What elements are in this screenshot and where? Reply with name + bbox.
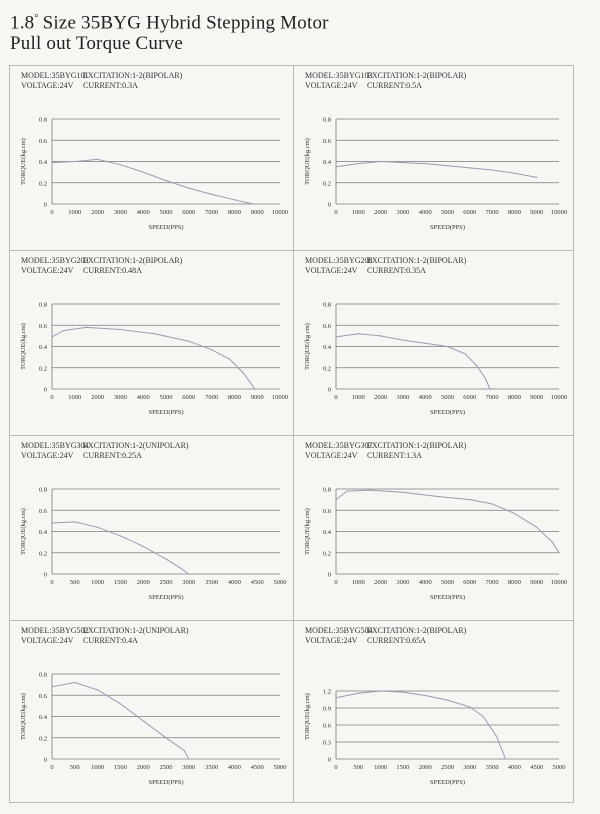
x-tick-label: 2000	[91, 209, 105, 216]
x-tick-label: 3000	[182, 764, 196, 771]
x-axis-title: SPEED(PPS)	[429, 224, 466, 231]
x-tick-label: 10000	[550, 209, 568, 216]
data-point	[165, 737, 166, 738]
torque-chart	[294, 436, 573, 621]
chart-panel	[10, 436, 294, 621]
x-axis-title: SPEED(PPS)	[148, 224, 184, 231]
x-tick-label: 3000	[463, 764, 477, 771]
x-axis-title: SPEED(PPS)	[429, 594, 466, 601]
data-point	[447, 165, 448, 166]
y-tick-label: 0.8	[38, 301, 47, 309]
x-tick-label: 3000	[396, 579, 410, 586]
chart-panel	[294, 66, 573, 251]
model-label: MODEL:35BYG203	[21, 256, 89, 265]
model-label: MODEL:35BYG307	[305, 441, 373, 450]
x-tick-label: 4000	[418, 209, 432, 216]
y-tick-label: 0.4	[322, 529, 331, 536]
current-label: CURRENT:0.5A	[367, 81, 422, 90]
y-axis-title: TORQUE(kg.cm)	[304, 508, 311, 555]
data-point	[51, 522, 52, 523]
y-tick-label: 0.6	[38, 322, 47, 330]
y-tick-label: 0.4	[38, 344, 47, 351]
y-tick-label: 0.8	[322, 116, 331, 124]
data-point	[252, 203, 253, 204]
y-axis-title: TORQUE(kg.cm)	[20, 508, 27, 555]
y-tick-label: 0.8	[38, 671, 47, 679]
data-point	[402, 492, 403, 493]
x-tick-label: 0	[50, 579, 54, 586]
x-tick-label: 0	[334, 209, 338, 216]
data-point	[120, 329, 121, 330]
data-point	[447, 346, 448, 347]
y-axis-title: TORQUE(kg.cm)	[20, 138, 27, 185]
x-tick-label: 5000	[159, 209, 173, 216]
data-point	[358, 333, 359, 334]
y-tick-label: 0.6	[322, 722, 331, 730]
data-point	[425, 695, 426, 696]
x-tick-label: 2000	[374, 579, 388, 586]
current-label: CURRENT:0.3A	[83, 81, 138, 90]
x-tick-label: 1000	[351, 394, 365, 401]
current-label: CURRENT:0.65A	[367, 636, 426, 645]
data-point	[63, 330, 64, 331]
x-tick-label: 1000	[68, 394, 82, 401]
data-point	[436, 496, 437, 497]
torque-chart	[10, 436, 294, 621]
data-point	[335, 336, 336, 337]
x-tick-label: 0	[50, 209, 54, 216]
x-tick-label: 2000	[136, 579, 150, 586]
x-tick-label: 4000	[418, 394, 432, 401]
x-tick-label: 0	[334, 579, 338, 586]
x-tick-label: 7000	[485, 209, 499, 216]
chart-panel	[10, 66, 294, 251]
x-tick-label: 3000	[396, 394, 410, 401]
data-point	[358, 163, 359, 164]
degree-symbol: °	[34, 13, 39, 24]
data-point	[465, 353, 466, 354]
chart-panel	[10, 621, 294, 802]
data-point	[234, 199, 235, 200]
x-tick-label: 2000	[418, 764, 432, 771]
x-tick-label: 9000	[530, 394, 544, 401]
y-tick-label: 0	[327, 201, 331, 209]
y-tick-label: 0	[43, 756, 47, 764]
x-tick-label: 4500	[530, 764, 544, 771]
data-point	[496, 736, 497, 737]
x-tick-label: 6000	[463, 394, 477, 401]
x-tick-label: 3000	[113, 209, 127, 216]
current-label: CURRENT:1.3A	[367, 451, 422, 460]
x-tick-label: 7000	[205, 209, 219, 216]
data-point	[485, 378, 486, 379]
y-tick-label: 0.2	[322, 550, 331, 558]
x-tick-label: 4000	[227, 764, 241, 771]
y-axis-title: TORQUE(kg.cm)	[304, 138, 311, 185]
data-point	[74, 521, 75, 522]
data-point	[229, 359, 230, 360]
excitation-label: EXCITATION:1-2(UNIPOLAR)	[83, 626, 189, 635]
data-point	[425, 163, 426, 164]
data-point	[51, 336, 52, 337]
model-label: MODEL:35BYG502	[21, 626, 89, 635]
data-point	[143, 720, 144, 721]
x-tick-label: 500	[353, 764, 364, 771]
model-label: MODEL:35BYG103	[305, 71, 373, 80]
data-point	[188, 573, 189, 574]
y-tick-label: 0.4	[38, 529, 47, 536]
x-tick-label: 3000	[396, 209, 410, 216]
torque-curve	[336, 334, 490, 389]
y-axis-title: TORQUE(kg.cm)	[304, 693, 311, 740]
data-point	[347, 491, 348, 492]
y-tick-label: 0	[327, 571, 331, 579]
data-point	[211, 194, 212, 195]
model-label: MODEL:35BYG101	[21, 71, 89, 80]
torque-curve	[52, 327, 255, 389]
model-label: MODEL:35BYG504	[305, 626, 373, 635]
x-axis-title: SPEED(PPS)	[148, 779, 184, 786]
data-point	[335, 166, 336, 167]
data-point	[489, 388, 490, 389]
y-tick-label: 0.3	[322, 739, 331, 747]
x-tick-label: 5000	[441, 209, 454, 216]
torque-chart	[294, 251, 573, 436]
current-label: CURRENT:0.4A	[83, 636, 138, 645]
x-tick-label: 2000	[136, 764, 150, 771]
y-tick-label: 0	[43, 571, 47, 579]
x-tick-label: 5000	[273, 579, 287, 586]
data-point	[188, 758, 189, 759]
excitation-label: EXCITATION:1-2(BIPOLAR)	[83, 71, 183, 80]
x-tick-label: 8000	[227, 209, 241, 216]
y-tick-label: 0.6	[38, 692, 47, 700]
x-tick-label: 10000	[271, 394, 289, 401]
data-point	[97, 689, 98, 690]
title-motor-type: Size 35BYG Hybrid Stepping Motor	[42, 12, 329, 34]
x-tick-label: 2000	[91, 394, 105, 401]
page-subtitle: Pull out Torque Curve	[10, 33, 183, 55]
y-tick-label: 0.6	[38, 507, 47, 515]
torque-chart	[10, 621, 294, 802]
x-axis-title: SPEED(PPS)	[148, 409, 184, 416]
x-tick-label: 6000	[463, 579, 477, 586]
data-point	[552, 542, 553, 543]
excitation-label: EXCITATION:1-2(BIPOLAR)	[367, 626, 467, 635]
y-axis-title: TORQUE(kg.cm)	[304, 323, 311, 370]
x-tick-label: 8000	[227, 394, 241, 401]
x-tick-label: 1000	[91, 579, 105, 586]
y-tick-label: 0.6	[38, 137, 47, 145]
data-point	[536, 177, 537, 178]
data-point	[492, 169, 493, 170]
x-tick-label: 2500	[159, 764, 173, 771]
data-point	[97, 159, 98, 160]
voltage-label: VOLTAGE:24V	[21, 451, 74, 460]
y-tick-label: 0	[43, 201, 47, 209]
y-tick-label: 0.8	[322, 301, 331, 309]
data-point	[335, 697, 336, 698]
x-tick-label: 1000	[91, 764, 105, 771]
y-tick-label: 0	[43, 386, 47, 394]
data-point	[369, 490, 370, 491]
title-size-number: 1.8	[10, 12, 35, 34]
y-tick-label: 0.8	[38, 116, 47, 124]
x-tick-label: 9000	[530, 209, 544, 216]
data-point	[74, 682, 75, 683]
x-tick-label: 10000	[271, 209, 289, 216]
chart-panel	[294, 251, 573, 436]
data-point	[86, 327, 87, 328]
voltage-label: VOLTAGE:24V	[21, 266, 74, 275]
data-point	[184, 750, 185, 751]
current-label: CURRENT:0.25A	[83, 451, 142, 460]
x-tick-label: 0	[50, 764, 54, 771]
x-tick-label: 0	[334, 394, 338, 401]
current-label: CURRENT:0.35A	[367, 266, 426, 275]
data-point	[179, 567, 180, 568]
voltage-label: VOLTAGE:24V	[21, 81, 74, 90]
x-axis-title: SPEED(PPS)	[148, 594, 184, 601]
data-point	[402, 692, 403, 693]
x-tick-label: 5000	[552, 764, 566, 771]
excitation-label: EXCITATION:1-2(BIPOLAR)	[367, 441, 467, 450]
data-point	[505, 758, 506, 759]
x-tick-label: 8000	[507, 579, 521, 586]
excitation-label: EXCITATION:1-2(BIPOLAR)	[83, 256, 183, 265]
x-tick-label: 1500	[396, 764, 410, 771]
y-tick-label: 0.2	[38, 550, 47, 558]
x-tick-label: 3000	[113, 394, 127, 401]
data-point	[51, 686, 52, 687]
x-tick-label: 5000	[441, 394, 454, 401]
data-point	[469, 499, 470, 500]
y-axis-title: TORQUE(kg.cm)	[20, 693, 27, 740]
x-tick-label: 5000	[441, 579, 454, 586]
x-tick-label: 6000	[182, 209, 196, 216]
x-tick-label: 1000	[374, 764, 388, 771]
y-tick-label: 1.2	[322, 688, 331, 696]
x-tick-label: 4500	[250, 579, 264, 586]
x-tick-label: 1000	[351, 209, 365, 216]
data-point	[120, 703, 121, 704]
data-point	[243, 373, 244, 374]
torque-curve	[52, 683, 189, 760]
voltage-label: VOLTAGE:24V	[305, 81, 358, 90]
data-point	[143, 172, 144, 173]
data-point	[402, 340, 403, 341]
data-point	[380, 161, 381, 162]
y-tick-label: 0.6	[322, 507, 331, 515]
x-tick-label: 2500	[159, 579, 173, 586]
voltage-label: VOLTAGE:24V	[305, 636, 358, 645]
x-tick-label: 3500	[205, 579, 219, 586]
y-tick-label: 0.4	[38, 714, 47, 721]
data-point	[469, 167, 470, 168]
x-tick-label: 9000	[250, 209, 264, 216]
data-point	[74, 161, 75, 162]
x-tick-label: 3500	[205, 764, 219, 771]
torque-chart	[10, 251, 294, 436]
y-tick-label: 0.2	[322, 180, 331, 188]
x-tick-label: 9000	[250, 394, 264, 401]
current-label: CURRENT:0.48A	[83, 266, 142, 275]
data-point	[143, 546, 144, 547]
x-tick-label: 4500	[250, 764, 264, 771]
x-tick-label: 7000	[485, 579, 499, 586]
x-tick-label: 1000	[351, 579, 365, 586]
data-point	[514, 173, 515, 174]
x-tick-label: 9000	[530, 579, 544, 586]
x-tick-label: 0	[334, 764, 338, 771]
data-point	[483, 716, 484, 717]
x-tick-label: 5000	[159, 394, 173, 401]
data-point	[188, 188, 189, 189]
data-point	[51, 162, 52, 163]
page-title-block	[10, 8, 329, 54]
torque-chart	[294, 66, 573, 251]
data-point	[154, 333, 155, 334]
torque-curve	[336, 490, 559, 553]
voltage-label: VOLTAGE:24V	[21, 636, 74, 645]
model-label: MODEL:35BYG304	[21, 441, 89, 450]
y-tick-label: 0.4	[322, 159, 331, 166]
x-tick-label: 0	[50, 394, 54, 401]
y-tick-label: 0	[327, 756, 331, 764]
data-point	[358, 693, 359, 694]
voltage-label: VOLTAGE:24V	[305, 266, 358, 275]
x-tick-label: 7000	[205, 394, 219, 401]
x-tick-label: 4000	[507, 764, 521, 771]
x-tick-label: 4000	[418, 579, 432, 586]
data-point	[402, 162, 403, 163]
data-point	[558, 552, 559, 553]
torque-chart	[10, 66, 294, 251]
x-tick-label: 8000	[507, 394, 521, 401]
torque-curve	[336, 162, 537, 178]
data-point	[469, 706, 470, 707]
x-tick-label: 3500	[485, 764, 499, 771]
data-point	[165, 180, 166, 181]
y-tick-label: 0.4	[38, 159, 47, 166]
x-tick-label: 2000	[374, 209, 388, 216]
y-tick-label: 0.6	[322, 322, 331, 330]
x-tick-label: 5000	[273, 764, 287, 771]
torque-chart	[294, 621, 573, 802]
data-point	[536, 527, 537, 528]
voltage-label: VOLTAGE:24V	[305, 451, 358, 460]
y-tick-label: 0.6	[322, 137, 331, 145]
x-tick-label: 2000	[374, 394, 388, 401]
data-point	[120, 164, 121, 165]
y-tick-label: 0.2	[38, 180, 47, 188]
x-axis-title: SPEED(PPS)	[429, 779, 466, 786]
chart-panel	[10, 251, 294, 436]
x-tick-label: 1500	[113, 579, 127, 586]
excitation-label: EXCITATION:1-2(BIPOLAR)	[367, 256, 467, 265]
excitation-label: EXCITATION:1-2(UNIPOLAR)	[83, 441, 189, 450]
y-tick-label: 0.2	[38, 735, 47, 743]
x-tick-label: 8000	[507, 209, 521, 216]
x-tick-label: 7000	[485, 394, 499, 401]
x-tick-label: 4000	[136, 394, 150, 401]
x-tick-label: 500	[69, 579, 80, 586]
y-tick-label: 0	[327, 386, 331, 394]
data-point	[476, 365, 477, 366]
x-axis-title: SPEED(PPS)	[429, 409, 466, 416]
page-title	[10, 8, 329, 33]
y-tick-label: 0.4	[322, 344, 331, 351]
x-tick-label: 6000	[182, 394, 196, 401]
x-tick-label: 1500	[113, 764, 127, 771]
chart-panel	[294, 436, 573, 621]
x-tick-label: 2500	[441, 764, 454, 771]
data-point	[211, 349, 212, 350]
data-point	[188, 341, 189, 342]
data-point	[514, 513, 515, 514]
x-tick-label: 3000	[182, 579, 196, 586]
y-tick-label: 0.2	[38, 365, 47, 373]
torque-curve	[52, 522, 189, 574]
x-tick-label: 10000	[550, 579, 568, 586]
data-point	[97, 527, 98, 528]
y-tick-label: 0.9	[322, 705, 331, 713]
data-point	[492, 503, 493, 504]
data-point	[380, 690, 381, 691]
y-tick-label: 0.8	[322, 486, 331, 494]
data-point	[425, 343, 426, 344]
y-tick-label: 0.2	[322, 365, 331, 373]
data-point	[254, 388, 255, 389]
torque-curve	[52, 159, 253, 204]
chart-panel	[294, 621, 573, 802]
data-point	[120, 535, 121, 536]
x-tick-label: 4000	[136, 209, 150, 216]
data-point	[380, 335, 381, 336]
x-tick-label: 6000	[463, 209, 477, 216]
x-tick-label: 10000	[550, 394, 568, 401]
charts-grid	[9, 65, 574, 803]
data-point	[335, 499, 336, 500]
y-axis-title: TORQUE(kg.cm)	[20, 323, 27, 370]
x-tick-label: 1000	[68, 209, 82, 216]
data-point	[165, 559, 166, 560]
model-label: MODEL:35BYG208	[305, 256, 373, 265]
data-point	[447, 700, 448, 701]
x-tick-label: 4000	[227, 579, 241, 586]
x-tick-label: 500	[69, 764, 80, 771]
excitation-label: EXCITATION:1-2(BIPOLAR)	[367, 71, 467, 80]
y-tick-label: 0.8	[38, 486, 47, 494]
